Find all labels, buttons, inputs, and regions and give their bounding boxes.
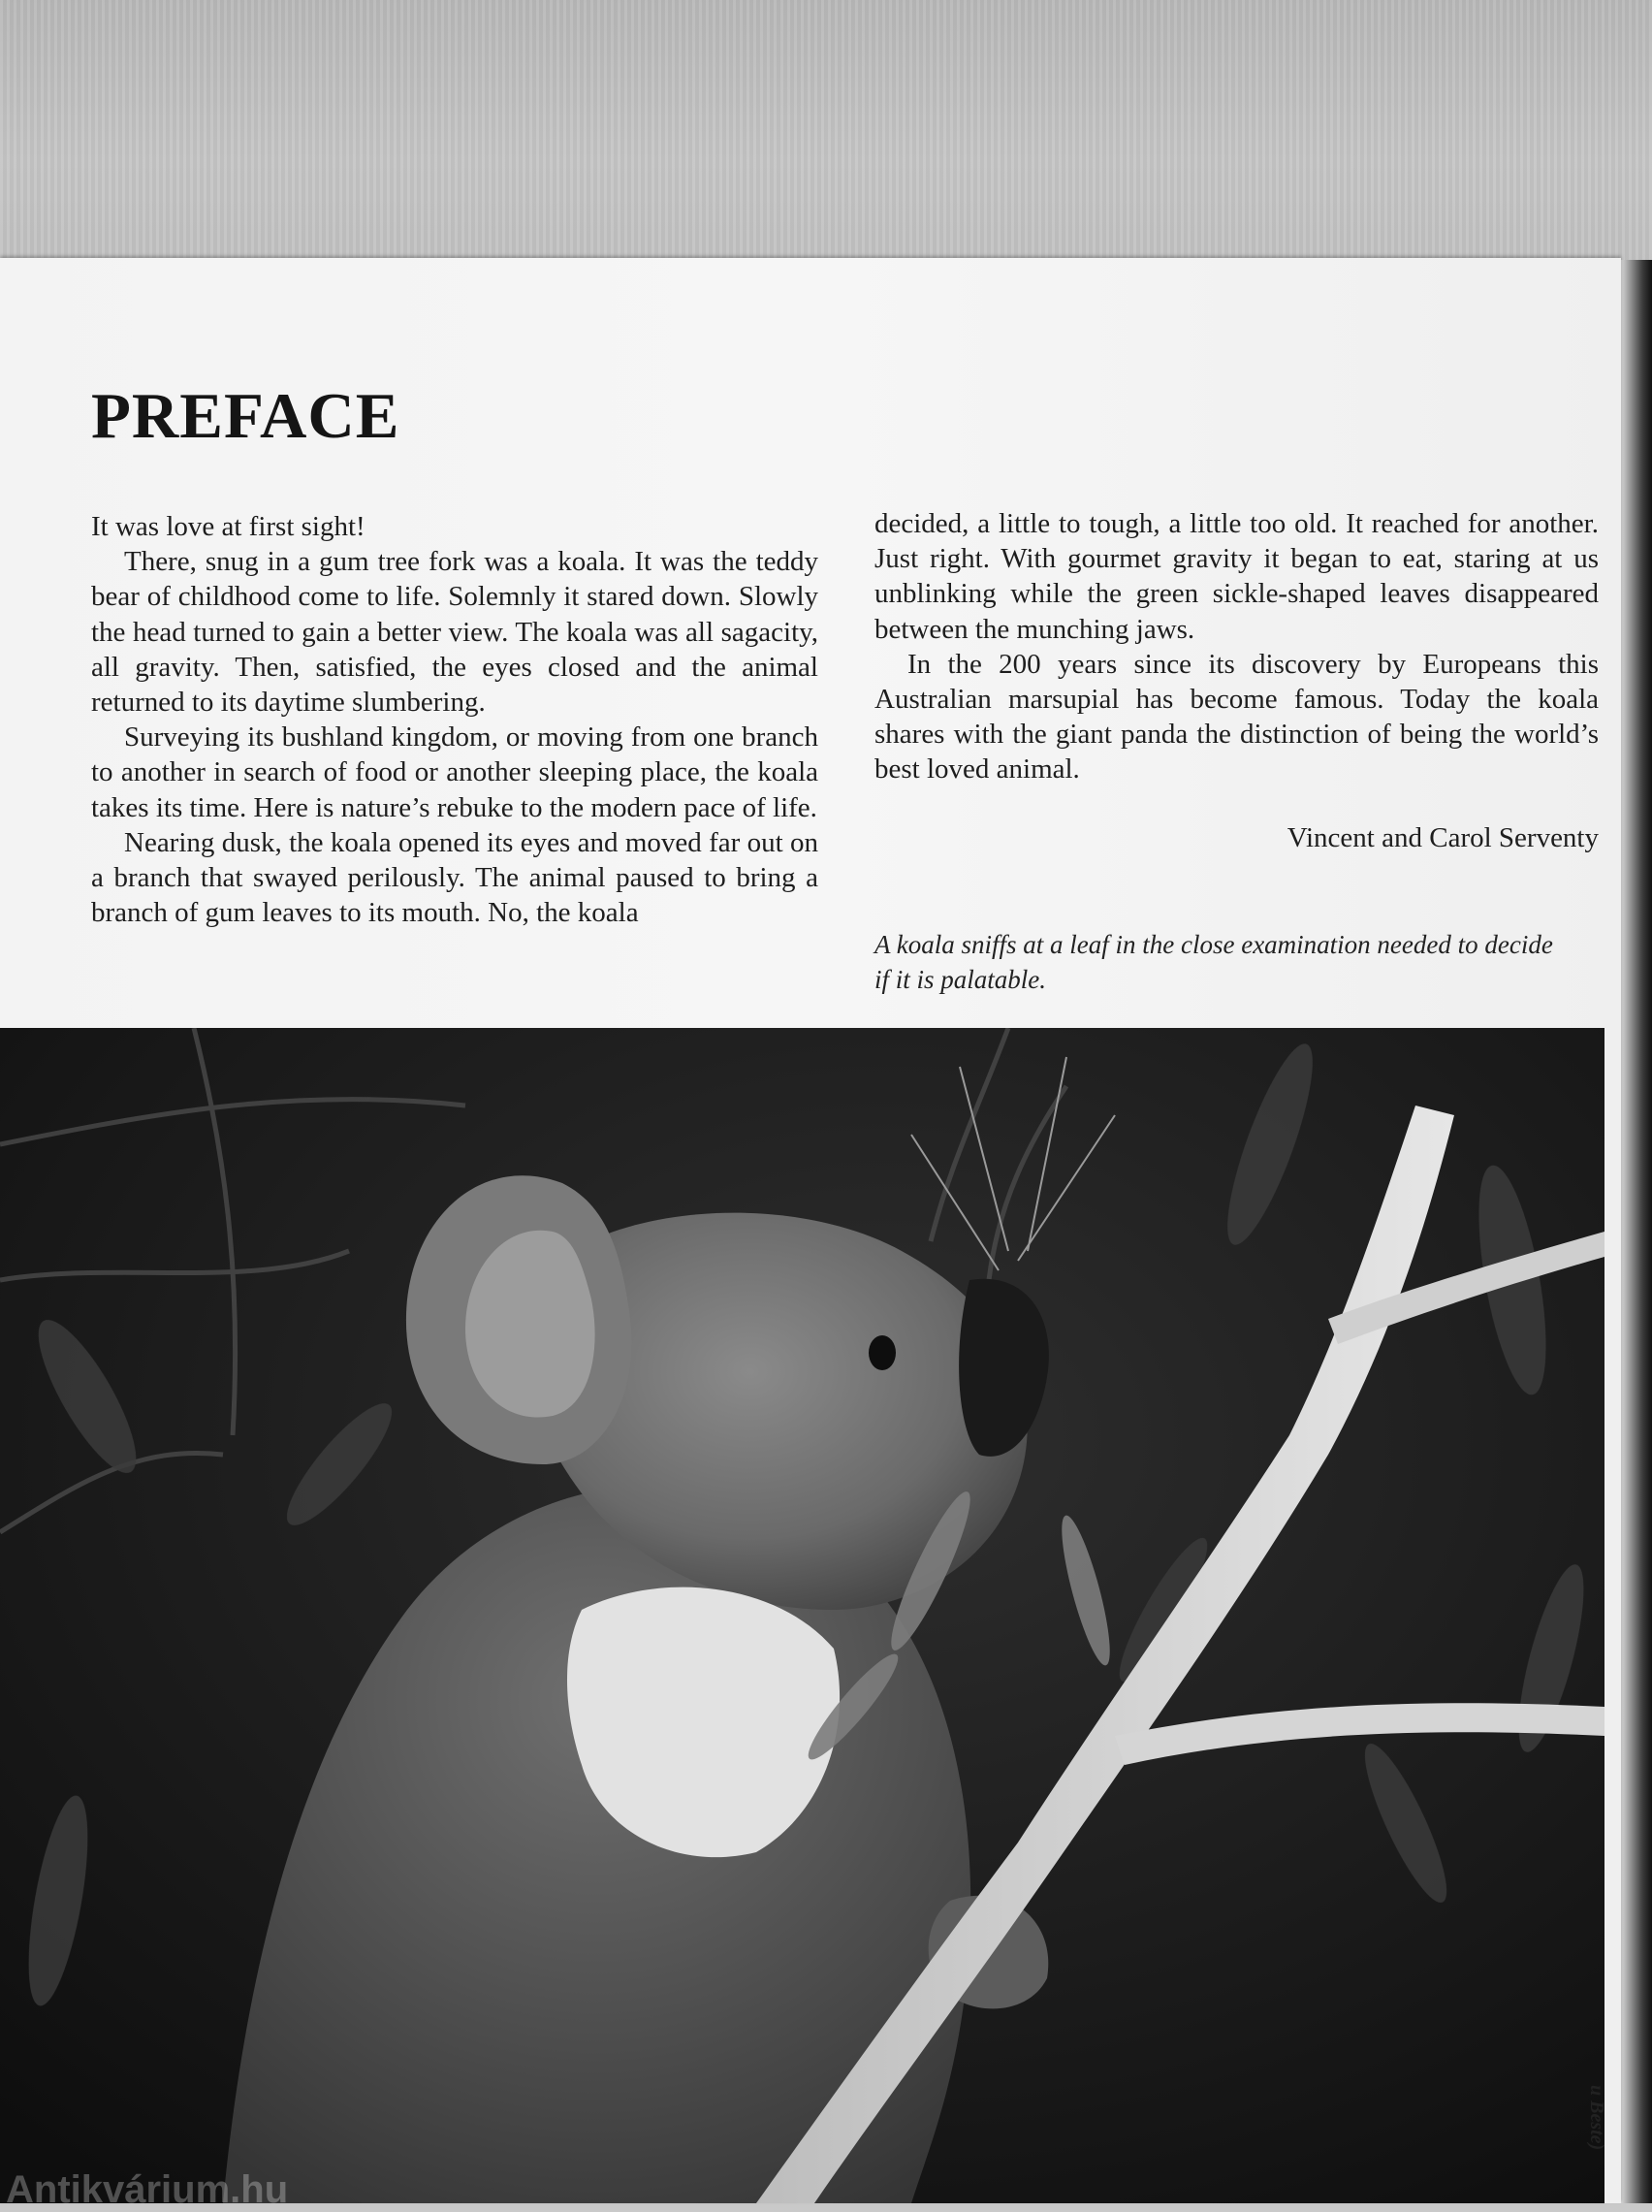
paragraph: decided, a little to tough, a little too old. It reached for another. Just right. With gourmet gravity it began to eat, staring at us unblinking while the green sickle-shaped leaves disappeared between the munching jaws. <box>874 508 1599 645</box>
paragraph: It was love at first sight! <box>91 511 365 542</box>
page-edge <box>1621 260 1652 2203</box>
photo-credit: u Beste) <box>1586 2085 1607 2151</box>
paragraph: In the 200 years since its discovery by Europeans this Australian marsupial has become famous. Today the koala shares with the giant panda the distinction of being the world’s best loved animal. <box>874 648 1599 785</box>
paragraph: Surveying its bushland kingdom, or moving from one branch to another in search of food or another sleeping place, the koala takes its time. Here is nature’s rebuke to the modern pace of life. <box>91 721 818 823</box>
right-column <box>874 506 1599 787</box>
photo-caption: A koala sniffs at a leaf in the close examination needed to decide if it is palatable. <box>874 930 1553 994</box>
paragraph: Nearing dusk, the koala opened its eyes and moved far out on a branch that swayed perilously. The animal paused to bring a branch of gum leaves to its mouth. No, the koala <box>91 826 818 929</box>
page-title: PREFACE <box>91 380 400 452</box>
author-signature: Vincent and Carol Serventy <box>1287 822 1599 853</box>
left-column <box>91 509 818 930</box>
paragraph: There, snug in a gum tree fork was a koala. It was the teddy bear of childhood come to life. Solemnly it stared down. Slowly the head turned to gain a better view. The koala was all sagacity, all gravity. Then, satisfied, the eyes closed and the animal returned to its daytime slumbering. <box>91 546 818 719</box>
koala-photo <box>0 1028 1604 2203</box>
watermark: Antikvárium.hu <box>6 2168 289 2211</box>
desk-background <box>0 0 1652 267</box>
